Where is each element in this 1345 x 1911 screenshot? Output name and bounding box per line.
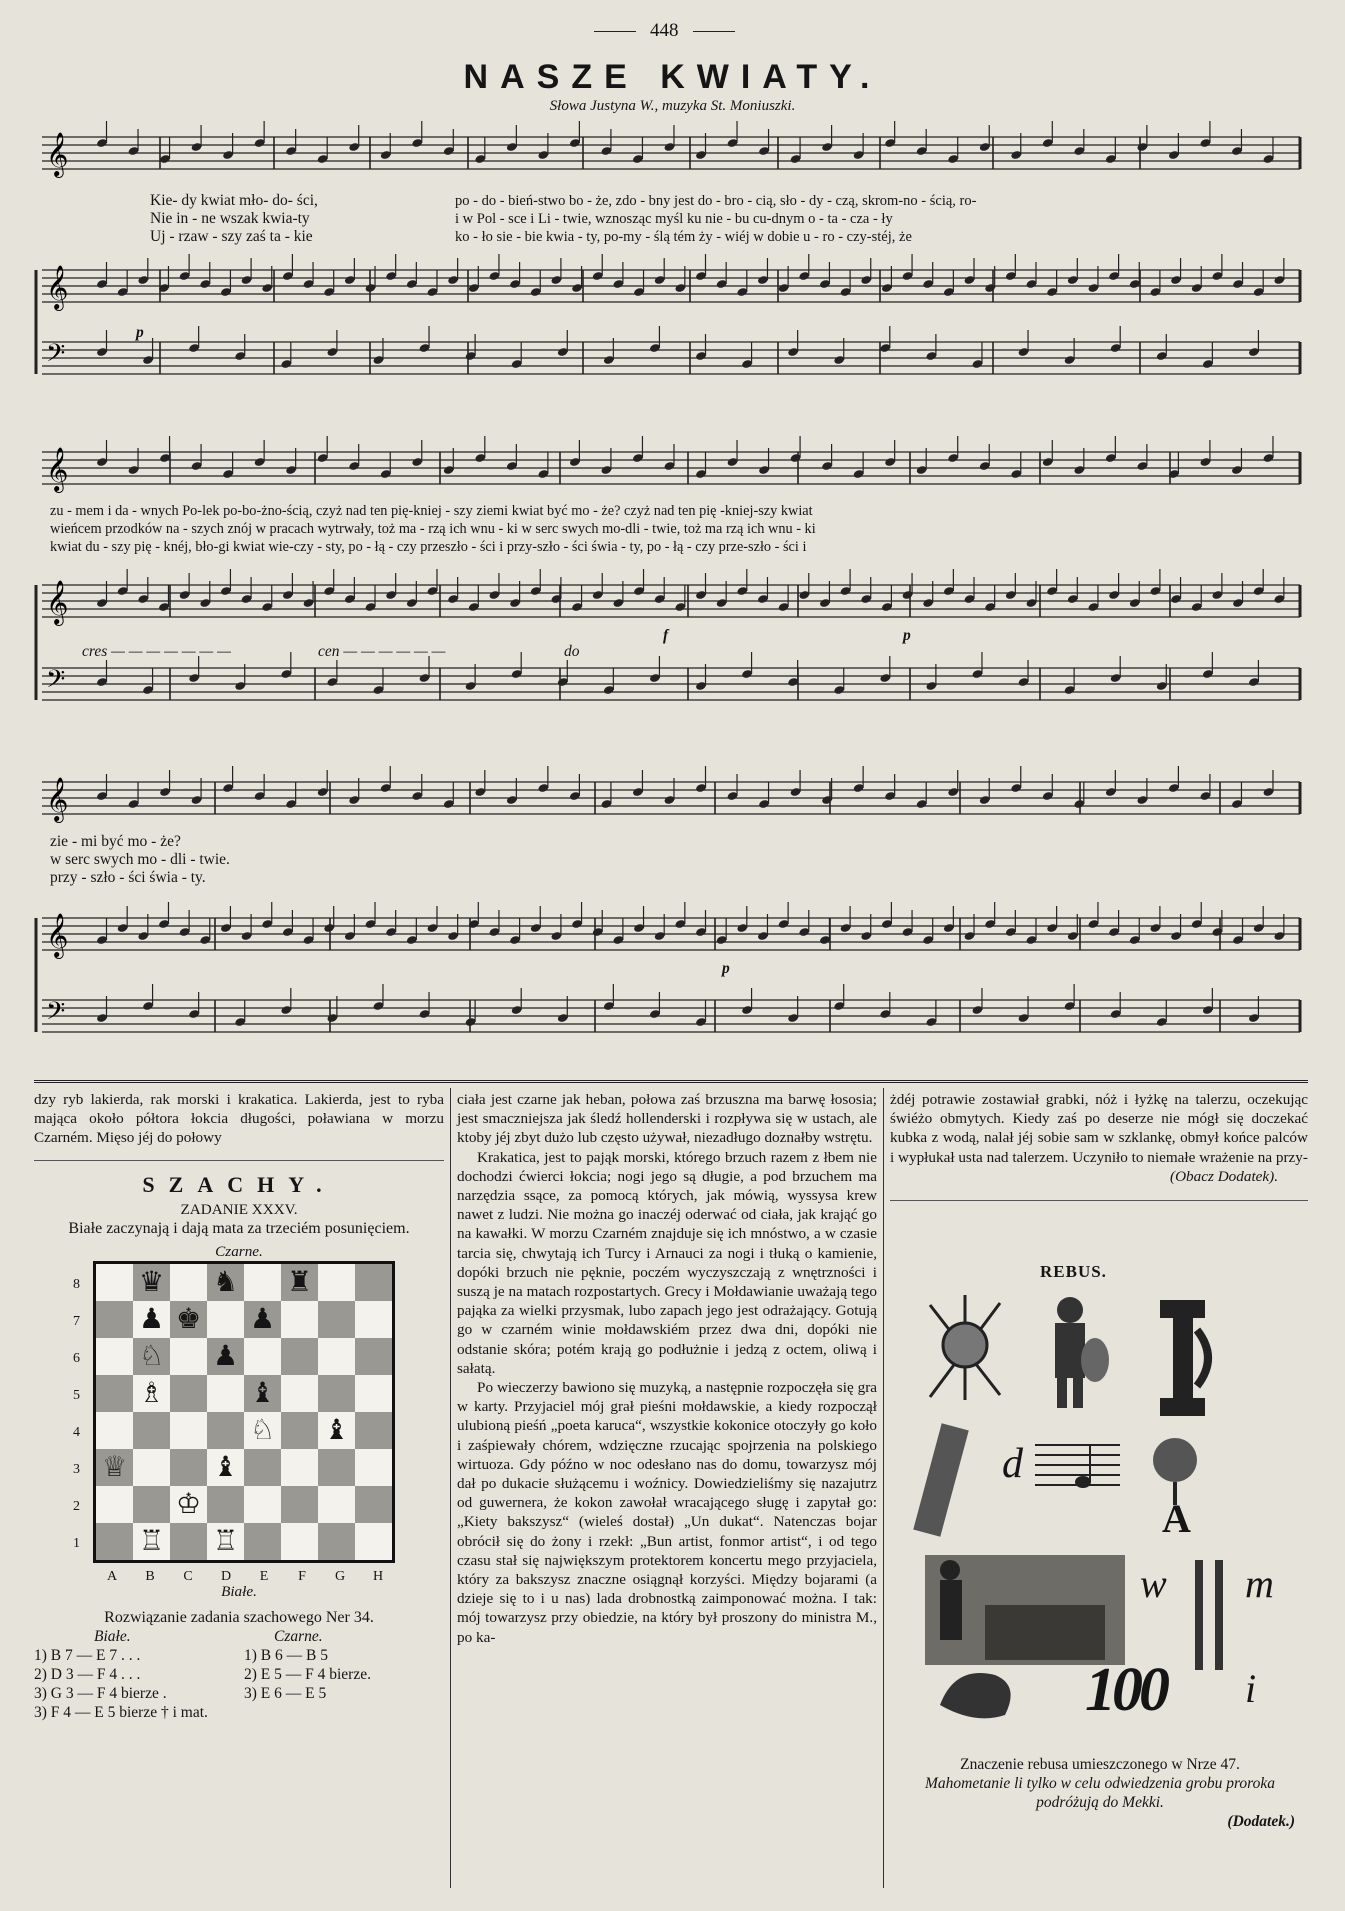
chess-square <box>207 1486 244 1523</box>
chess-square: ♟ <box>133 1301 170 1338</box>
lyric-s1-line2a: Nie in - ne wszak kwia-ty <box>150 210 310 227</box>
solution-heads <box>34 1627 444 1646</box>
treble-clef-icon: 𝄞 <box>46 132 69 176</box>
col3-paragraph-1: żdéj potrawie zostawiał grabki, nóż i łyżkę na talerzu, oczekując świéżo obmytych. Kiedy zaś po deserze nie mógł się doczekać kubka z wodą, nalał jéj sobie sam w szklankę, obmył końce palców i wypłukał usta nad talerzem. Uczyniło to niemałe wrażenie na przy- <box>890 1091 1308 1166</box>
column-3 <box>890 1090 1308 1215</box>
chess-square <box>281 1449 318 1486</box>
file-label: C <box>183 1569 193 1585</box>
chess-square <box>281 1338 318 1375</box>
chess-square <box>355 1449 394 1486</box>
dynamic-cres: cres — — — — — — — <box>82 643 231 660</box>
chess-square <box>207 1301 244 1338</box>
solution-list <box>34 1646 444 1722</box>
chess-square: ♛ <box>133 1263 170 1302</box>
rebus-answer-text: Mahometanie li tylko w celu odwiedzenia grobu proroka podróżują do Mekki. <box>925 1775 1275 1811</box>
dynamic-p3: p <box>722 960 730 977</box>
lyric-s3-line3: przy - szło - ści świa - ty. <box>50 869 206 886</box>
chess-square: ♕ <box>95 1449 134 1486</box>
chess-square <box>355 1486 394 1523</box>
chess-square <box>133 1412 170 1449</box>
rank-label: 1 <box>73 1536 80 1552</box>
rebus-answer <box>895 1755 1305 1831</box>
chess-square <box>355 1301 394 1338</box>
chess-square: ♝ <box>244 1375 281 1412</box>
solution-black-move: 3) E 6 — E 5 <box>244 1684 327 1702</box>
chess-square <box>170 1523 207 1562</box>
rank-label: 5 <box>73 1388 80 1404</box>
rank-label: 8 <box>73 1277 80 1293</box>
chess-problem-number: ZADANIE XXXV. <box>180 1200 298 1218</box>
rebus-number: 100 <box>1085 1656 1166 1724</box>
song-subtitle: Słowa Justyna W., muzyka St. Moniuszki. <box>549 98 796 114</box>
solution-row <box>34 1646 444 1665</box>
rebus-answer-title: Znaczenie rebusa umieszczonego w Nrze 47. <box>960 1756 1240 1773</box>
chess-square <box>318 1375 355 1412</box>
chess-square: ♔ <box>170 1486 207 1523</box>
chess-square <box>244 1449 281 1486</box>
knight-figure-icon <box>1055 1297 1109 1408</box>
letter-i-block-icon <box>1160 1300 1208 1416</box>
page-number: 448 <box>580 20 749 42</box>
animal-head-icon <box>940 1673 1011 1718</box>
column-rule-1 <box>450 1088 451 1888</box>
lyric-s3-line2: w serc swych mo - dli - twie. <box>50 851 230 868</box>
chess-square <box>95 1486 134 1523</box>
bass-clef-icon: 𝄢 <box>46 665 66 700</box>
chess-square <box>318 1301 355 1338</box>
chess-square: ♝ <box>318 1412 355 1449</box>
chess-square <box>318 1486 355 1523</box>
rank-label: 4 <box>73 1425 80 1441</box>
rebus-letter-a: A <box>1162 1496 1191 1541</box>
solution-black-move: 1) B 6 — B 5 <box>244 1646 328 1664</box>
file-label: E <box>259 1569 269 1585</box>
lyric-s2-line3: kwiat du - szy pię - knéj, bło-gi kwiat wie-czy - sty, po - łą - czy przeszło - ści i przy-szło - ści świa - ty, po - łą - czy prze-szło - ści i <box>50 539 807 555</box>
chess-square <box>170 1412 207 1449</box>
chess-square <box>244 1523 281 1562</box>
chess-white-label: Białe. <box>221 1583 257 1601</box>
rank-label: 3 <box>73 1462 80 1478</box>
treble-clef-icon: 𝄞 <box>46 580 69 624</box>
column-2 <box>457 1090 877 1647</box>
solution-row <box>34 1703 444 1722</box>
chess-square <box>95 1263 134 1302</box>
chess-square <box>244 1338 281 1375</box>
chess-square: ♗ <box>133 1375 170 1412</box>
section-divider <box>34 1080 1308 1083</box>
rank-label: 6 <box>73 1351 80 1367</box>
chess-square <box>281 1523 318 1562</box>
chess-square <box>281 1412 318 1449</box>
lyric-s1-line2b: i w Pol - sce i Li - twie, wznosząc myśl ku nie - bu cu-dnym o - ta - cza - ły <box>455 211 893 227</box>
lyric-s1-line3b: ko - ło sie - bie kwia - ty, po-my - ślą tém ży - wiéj w dobie u - ro - czy-stéj, że <box>455 229 912 245</box>
song-title: NASZE KWIATY. <box>463 58 882 96</box>
lyric-s1-line1a: Kie- dy kwiat mło- do- ści, <box>150 192 318 209</box>
lyric-s1-line1b: po - do - bień-stwo bo - że, zdo - bny jest do - bro - cią, sło - dy - czą, skrom-no - ścią, ro- <box>455 193 977 209</box>
chess-square <box>170 1375 207 1412</box>
music-note-icon <box>1035 1445 1120 1487</box>
col1-rule <box>34 1160 444 1161</box>
file-label: A <box>106 1569 118 1585</box>
chess-square <box>207 1412 244 1449</box>
dynamic-p2: p <box>903 627 911 644</box>
chess-square <box>133 1486 170 1523</box>
chess-square <box>355 1412 394 1449</box>
col1-top-text: dzy ryb lakierda, rak morski i krakatica. Lakierda, jest to ryba mająca około półtora łokcia długości, poławiana w morzu Czarném. Mięso jéj do połowy <box>34 1091 444 1147</box>
solution-title: Rozwiązanie zadania szachowego Ner 34. <box>104 1608 374 1626</box>
lyric-s2-line2: wieńcem przodków na - szych znój w pracach wytrwały, toż ma - rzą ich wnu - ki w serc swych mo-dli - twie, toż ma rzą ich wnu - ki <box>50 521 816 537</box>
weapons-bundle-icon <box>930 1295 1000 1400</box>
chess-square <box>281 1486 318 1523</box>
chess-square <box>207 1375 244 1412</box>
file-label: D <box>220 1569 232 1585</box>
rebus-letter-i: i <box>1245 1666 1257 1711</box>
chess-square: ♝ <box>207 1449 244 1486</box>
rebus-letter-w: w <box>1140 1561 1167 1606</box>
solution-head-black: Czarne. <box>274 1627 323 1645</box>
chess-square <box>318 1449 355 1486</box>
lyric-s1-line3a: Uj - rzaw - szy zaś ta - kie <box>150 228 313 245</box>
treble-clef-icon: 𝄞 <box>46 447 69 491</box>
file-label: B <box>145 1569 155 1585</box>
rank-label: 2 <box>73 1499 80 1515</box>
chess-square <box>281 1301 318 1338</box>
chess-square <box>318 1523 355 1562</box>
rank-label: 7 <box>73 1314 80 1330</box>
treble-clef-icon: 𝄞 <box>46 265 69 309</box>
chess-square: ♟ <box>207 1338 244 1375</box>
col3-see-also: (Obacz Dodatek). <box>1170 1167 1278 1185</box>
bass-clef-icon: 𝄢 <box>46 339 66 374</box>
chess-square <box>355 1523 394 1562</box>
file-label: G <box>334 1569 346 1585</box>
chess-black-label: Czarne. <box>215 1243 263 1261</box>
suspenders-icon <box>1195 1560 1223 1670</box>
solution-white-move: 3) G 3 — F 4 bierze . <box>34 1684 167 1702</box>
dynamic-f: f <box>663 627 669 644</box>
chess-square <box>95 1412 134 1449</box>
chess-square <box>170 1449 207 1486</box>
solution-row <box>34 1684 444 1703</box>
col3-rule <box>890 1200 1308 1201</box>
orchestra-scene-icon <box>925 1555 1125 1665</box>
chess-square <box>170 1263 207 1302</box>
chess-square <box>95 1375 134 1412</box>
chess-square <box>355 1263 394 1302</box>
column-rule-2 <box>883 1088 884 1888</box>
treble-clef-icon: 𝄞 <box>46 913 69 957</box>
solution-white-move: 3) F 4 — E 5 bierze † i mat. <box>34 1703 208 1721</box>
file-labels <box>93 1567 397 1586</box>
chess-square <box>95 1523 134 1562</box>
col2-paragraph-1: ciała jest czarne jak heban, połowa zaś brzuszna ma barwę łososia; jest smaczniejsza jak śledź hollenderski i rozpływa się w ustach, ale ktoby jéj zbyt dużo lub często używał, niezadługo doznałby wstrętu. <box>457 1091 877 1147</box>
chess-square <box>355 1375 394 1412</box>
rank-labels <box>73 1266 80 1562</box>
lyric-s2-line1: zu - mem i da - wnych Po-lek po-bo-żno-ścią, czyż nad ten pię-kniej - szy ziemi kwiat być mo - że? czyż nad ten pię -kniej-szy kwiat <box>50 503 813 519</box>
chess-square: ♜ <box>281 1263 318 1302</box>
chess-square: ♞ <box>207 1263 244 1302</box>
rebus-letter-d: d <box>1002 1441 1023 1487</box>
chess-problem-text: Białe zaczynają i dają mata za trzeciém posunięciem. <box>68 1220 410 1238</box>
solution-black-move: 2) E 5 — F 4 bierze. <box>244 1665 371 1683</box>
chess-square <box>170 1338 207 1375</box>
roll-icon <box>913 1423 969 1536</box>
chess-square: ♘ <box>244 1412 281 1449</box>
chess-square <box>244 1486 281 1523</box>
file-label: F <box>298 1569 306 1585</box>
col2-paragraph-3: Po wieczerzy bawiono się muzyką, a następnie rozpoczęła się gra w karty. Przyjaciel mój grał pieśni mołdawskie, a kiedy rozpoczął ulubioną pieśń „poeta karuca“, wszystkie kokonice otoczyły go koło i zaśpiewały chórem, wdzięczne rzucając spojrzenia na polskiego wirtuoza. Gdy późno w noc odesłano nas do domu, towarzysz mój dał po dukacie służącemu i woźnicy. Dowiedzieliśmy się nazajutrz od guwernera, że kokon zawołał wracającego sługę i zapytał go: „Kiety bakszysz“ (wieleś dostał) „Un dukat“. Natenczas bojar obrócił się do żony i rzekł: „Bun artist, fonmor artist“, i od tego czasu stał się największym protektorem koncertu mego przyjaciela, który za bakszysz znaczne osiągnął korzyści. Między bojarami (a dzieje się to i u nas) lada drobnostką zaimponować można. I tak: mój towarzysz przy obiedzie, na który był proszony do ministra M., po ka- <box>457 1379 877 1646</box>
rebus-letter-m: m <box>1245 1561 1274 1606</box>
solution-white-move: 1) B 7 — E 7 . . . <box>34 1646 141 1664</box>
solution-head-white: Białe. <box>94 1627 131 1645</box>
chess-square: ♚ <box>170 1301 207 1338</box>
dynamic-cen: cen — — — — — — <box>318 643 446 660</box>
chess-board <box>93 1261 395 1563</box>
treble-clef-icon: 𝄞 <box>46 777 69 821</box>
chess-square <box>355 1338 394 1375</box>
file-label: H <box>372 1569 384 1585</box>
solution-white-move: 2) D 3 — F 4 . . . <box>34 1665 141 1683</box>
chess-square <box>318 1338 355 1375</box>
chess-square <box>95 1301 134 1338</box>
chess-square <box>133 1449 170 1486</box>
dynamic-do: do <box>564 643 580 660</box>
rebus-title: REBUS. <box>1040 1262 1107 1281</box>
chess-diagram <box>73 1261 403 1586</box>
bass-clef-icon: 𝄢 <box>46 997 66 1032</box>
chess-square: ♖ <box>207 1523 244 1562</box>
chess-square: ♖ <box>133 1523 170 1562</box>
solution-row <box>34 1665 444 1684</box>
chess-square <box>318 1263 355 1302</box>
chess-square <box>95 1338 134 1375</box>
chess-square: ♘ <box>133 1338 170 1375</box>
chess-square <box>281 1375 318 1412</box>
col2-paragraph-2: Krakatica, jest to pająk morski, którego brzuch razem z łbem nie dochodzi ćwierci łokcia; nogi jego są długie, a pod brzuchem ma narzędzia ssące, za pomocą których, jak mówią, wyssysa krew nawet z ludzi. Nie można go inaczéj oderwać od ciała, jak krająć go na kawałki. W morzu Czarném znajduje się ich mnóstwo, a w czasie tarcia się, chwytają ich Turcy i Arnauci za nogi i tłuką o kamienie, dopóki brzuch nie pęknie, poczém wyczyszczają z wnętrzności i suszą je na matach rozpostartych. Grecy i Mołdawianie uważają tego pająka za wielki przysmak, lubo zapach jego jest odrażający. Gotują go w czarném winie mołdawskiém przez dwa dni, dopóki nie odstanie skóra; potém krają go podłużnie i jedzą z octem, oliwą i sałatą. <box>457 1148 878 1377</box>
rebus-source: (Dodatek.) <box>1227 1813 1295 1830</box>
chess-square: ♟ <box>244 1301 281 1338</box>
chess-square <box>244 1263 281 1302</box>
column-1 <box>34 1090 444 1722</box>
lyric-s3-line1: zie - mi być mo - że? <box>50 833 181 850</box>
dynamic-p: p <box>136 324 144 341</box>
chess-header: SZACHY. <box>142 1171 336 1197</box>
